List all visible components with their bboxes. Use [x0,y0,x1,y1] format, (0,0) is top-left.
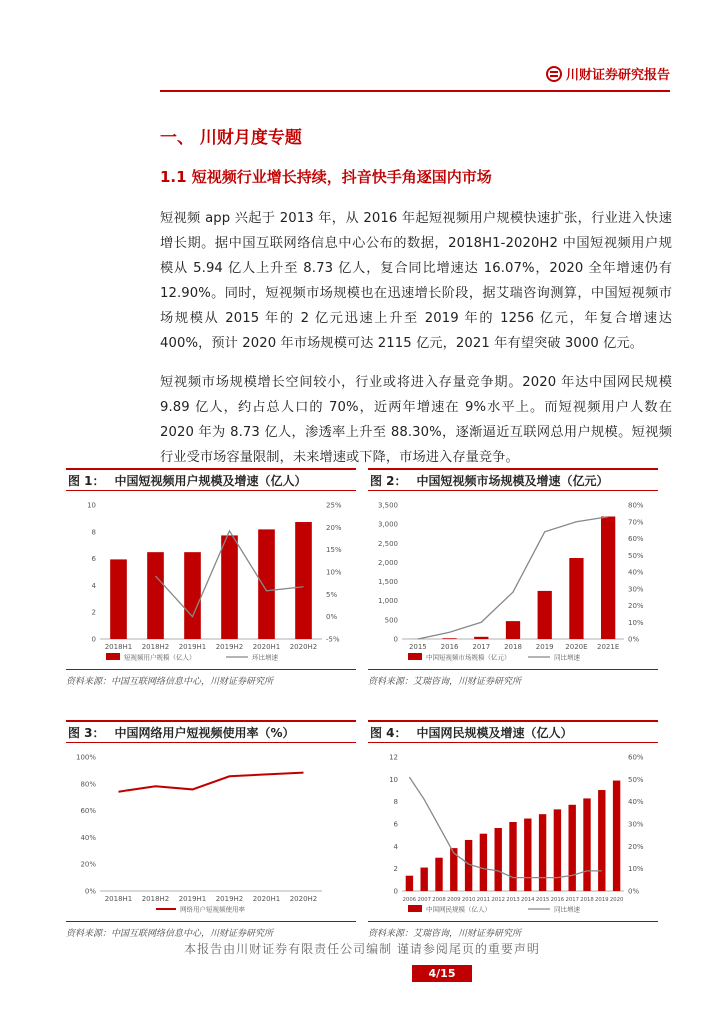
chart2-bar [506,621,520,639]
chart4-xtick: 2007 [417,897,431,903]
chart2-bar [601,516,615,639]
chart2-y2tick: 70% [628,518,644,527]
chart1-bar [184,552,201,639]
chart2-y2tick: 50% [628,551,644,560]
figure-1 [66,468,356,687]
chart4-xtick: 2009 [447,897,461,903]
chart4-xtick: 2014 [521,897,535,903]
chart3-xtick: 2019H1 [178,895,207,903]
brand-logo-text: 川财证券研究报告 [565,68,670,83]
chart-3 [66,743,356,921]
figure-1-number: 图 1： [68,473,105,488]
chart2-ytick: 1,000 [377,597,398,606]
chart3-xtick: 2020H2 [289,895,318,903]
chart2-xtick: 2018 [504,643,522,651]
chart3-ytick: 60% [80,807,96,816]
chart2-y2tick: 40% [628,568,644,577]
chart3-ytick: 80% [80,780,96,789]
chart2-ytick: 2,000 [377,558,398,567]
chart4-ytick: 10 [389,775,398,784]
chart4-bar [569,805,576,891]
chart2-xtick: 2020E [565,643,588,651]
chart4-xtick: 2008 [432,897,446,903]
chart4-bar [598,790,605,891]
chart4-xtick: 2015 [535,897,550,903]
chart3-ytick: 0% [84,887,96,896]
chart3-xtick: 2020H1 [252,895,281,903]
chart2-y2tick: 80% [628,501,644,510]
chart1-xtick: 2018H2 [141,643,170,651]
chart1-legend-bar-swatch [106,653,120,660]
figure-4-caption: 中国网民规模及增速（亿人） [416,725,573,740]
section-subtitle: 1.1 短视频行业增长持续，抖音快手角逐国内市场 [160,168,492,186]
chart2-y2tick: 0% [628,635,640,644]
figure-4-source: 资料来源：艾瑞咨询，川财证券研究所 [368,921,658,939]
chart2-bar [538,591,552,639]
brand-logo-icon [546,66,562,82]
chart1-xtick: 2019H2 [215,643,244,651]
chart4-y2tick: 60% [628,753,644,762]
figure-4 [368,720,658,939]
chart1-ytick: 10 [87,501,96,510]
chart1-y2tick: 10% [326,568,342,577]
chart1-ytick: 6 [91,555,96,564]
chart2-y2tick: 30% [628,585,644,594]
chart3-series-line [119,773,304,792]
chart1-bar [110,559,127,639]
chart4-ytick: 2 [393,865,398,874]
chart4-xtick: 2013 [506,897,520,903]
chart1-ytick: 2 [91,608,96,617]
chart4-xtick: 2020 [609,897,624,903]
chart4-xtick: 2018 [580,897,594,903]
chart1-y2tick: 20% [326,523,342,532]
chart1-bar [295,522,312,639]
chart2-xtick: 2021E [597,643,620,651]
chart2-legend-bar-swatch [408,653,422,660]
chart2-ytick: 2,500 [377,539,398,548]
chart4-ytick: 12 [389,753,398,762]
chart-2 [368,491,658,669]
figure-3 [66,720,356,939]
chart2-xtick: 2019 [535,643,554,651]
chart4-bar [539,814,546,891]
chart3-xtick: 2018H2 [141,895,170,903]
figure-2-source: 资料来源：艾瑞咨询，川财证券研究所 [368,669,658,687]
chart2-legend-bar-label: 中国短视频市场规模（亿元） [426,653,511,662]
brand-logo [546,64,670,83]
chart4-bar [583,798,590,891]
figure-2-caption: 中国短视频市场规模及增速（亿元） [416,473,609,488]
chart4-y2tick: 0% [628,887,640,896]
figure-3-source: 资料来源：中国互联网络信息中心，川财证券研究所 [66,921,356,939]
chart1-xtick: 2018H1 [104,643,133,651]
figure-4-number: 图 4： [370,725,407,740]
chart4-y2tick: 40% [628,798,644,807]
chart4-ytick: 4 [393,842,398,851]
figure-2-title [368,468,658,491]
chart4-y2tick: 30% [628,820,644,829]
chart1-bar [221,535,238,639]
chart1-y2tick: 0% [326,613,338,622]
chart2-y2tick: 60% [628,535,644,543]
chart4-bar [554,809,561,891]
chart4-xtick: 2012 [491,897,505,903]
chart1-y2tick: -5% [326,635,340,644]
chart1-xtick: 2020H2 [289,643,318,651]
chart2-xtick: 2015 [408,643,427,651]
chart2-ytick: 1,500 [377,578,398,587]
figure-3-title [66,720,356,743]
chart1-y2tick: 5% [326,590,338,599]
chart1-legend-bar-label: 短视频用户规模（亿人） [124,653,196,662]
chart1-bar [258,529,275,639]
chart4-y2tick: 10% [628,865,644,874]
chart2-ytick: 500 [384,616,398,625]
figure-1-source: 资料来源：中国互联网络信息中心，川财证券研究所 [66,669,356,687]
chart2-xtick: 2017 [472,643,491,651]
chart4-ytick: 8 [393,798,398,807]
chart2-bar [569,558,583,639]
chart4-legend-line-label: 同比增速 [554,905,580,914]
chart4-xtick: 2016 [550,897,565,903]
chart1-y2tick: 25% [326,501,342,510]
chart2-bar [442,638,456,639]
chart4-ytick: 6 [393,820,398,829]
chart4-xtick: 2011 [476,897,491,903]
figure-2 [368,468,658,687]
paragraph-1: 短视频 app 兴起于 2013 年，从 2016 年起短视频用户规模快速扩张，行业进入快速增长期。据中国互联网络信息中心公布的数据，2018H1-2020H2 中国短视频用户规模从 5.94 亿人上升至 8.73 亿人，复合同比增速达 16.07%，2020 全年增速仍有 12.90%。同时，短视频市场规模也在迅速增长阶段，据艾瑞咨询测算，中国短视频市场规模从 2015 年的 2 亿元迅速上升至 2019 年的 1256 亿元，年复合增速达 400%，预计 2020 年市场规模可达 2115 亿元，2021 年有望突破 3000 亿元。 [160,211,672,351]
chart4-legend-bar-swatch [408,905,422,912]
chart4-bar [509,822,516,891]
chart4-bar [480,834,487,891]
figure-3-number: 图 3： [68,725,105,740]
chart4-bar [495,828,502,891]
footer-disclaimer: 本报告由川财证券有限责任公司编制 谨请参阅尾页的重要声明 [184,942,540,956]
chart2-legend-line-label: 同比增速 [554,653,580,662]
chart1-xtick: 2020H1 [252,643,281,651]
paragraph-2: 短视频市场规模增长空间较小，行业或将进入存量竞争期。2020 年达中国网民规模 9.89 亿人，约占总人口的 70%，近两年增速在 9%水平上。而短视频用户人数在 2020 年为 8.73 亿人，渗透率上升至 88.30%，逐渐逼近互联网总用户规模。短视频行业受市场容量限制，未来增速或下降，市场进入存量竞争。 [160,375,672,465]
chart4-xtick: 2019 [595,897,609,903]
chart4-ytick: 0 [393,887,398,896]
chart3-xtick: 2018H1 [104,895,133,903]
chart1-y2tick: 15% [326,546,342,555]
chart1-ytick: 8 [91,528,96,537]
chart3-ytick: 40% [80,833,96,842]
chart2-ytick: 3,000 [377,520,398,529]
chart4-legend-bar-label: 中国网民规模（亿人） [426,905,491,914]
chart-4 [368,743,658,921]
figure-1-title [66,468,356,491]
chart1-ytick: 4 [91,581,96,590]
chart2-xtick: 2016 [440,643,459,651]
chart4-bar [406,876,413,891]
chart1-bar [147,552,164,639]
chart4-y2tick: 20% [628,842,644,851]
chart2-bar [474,637,488,639]
chart4-bar [435,858,442,891]
section-title: 一、 川财月度专题 [160,128,302,148]
chart4-bar [524,819,531,891]
page-header [160,58,670,92]
chart1-legend-line-label: 环比增速 [252,653,278,662]
figure-1-caption: 中国短视频用户规模及增速（亿人） [114,473,307,488]
chart4-xtick: 2010 [461,897,476,903]
chart3-ytick: 20% [80,860,96,869]
chart4-bar [613,781,620,891]
figure-3-caption: 中国网络用户短视频使用率（%） [114,725,295,740]
chart3-xtick: 2019H2 [215,895,244,903]
chart2-ytick: 0 [393,635,398,644]
chart4-bar [421,868,428,891]
chart2-ytick: 3,500 [377,501,398,510]
chart1-xtick: 2019H1 [178,643,207,651]
figure-4-title [368,720,658,743]
chart1-ytick: 0 [91,635,96,644]
chart3-ytick: 100% [75,753,96,762]
chart4-xtick: 2017 [565,897,579,903]
page-number: 4/15 [412,965,472,982]
chart3-legend-label: 网络用户短视频使用率 [180,905,245,914]
chart4-y2tick: 50% [628,775,644,784]
chart2-y2tick: 10% [628,618,644,627]
chart4-xtick: 2006 [402,897,417,903]
chart-1 [66,491,356,669]
figure-2-number: 图 2： [370,473,407,488]
chart2-y2tick: 20% [628,602,644,610]
